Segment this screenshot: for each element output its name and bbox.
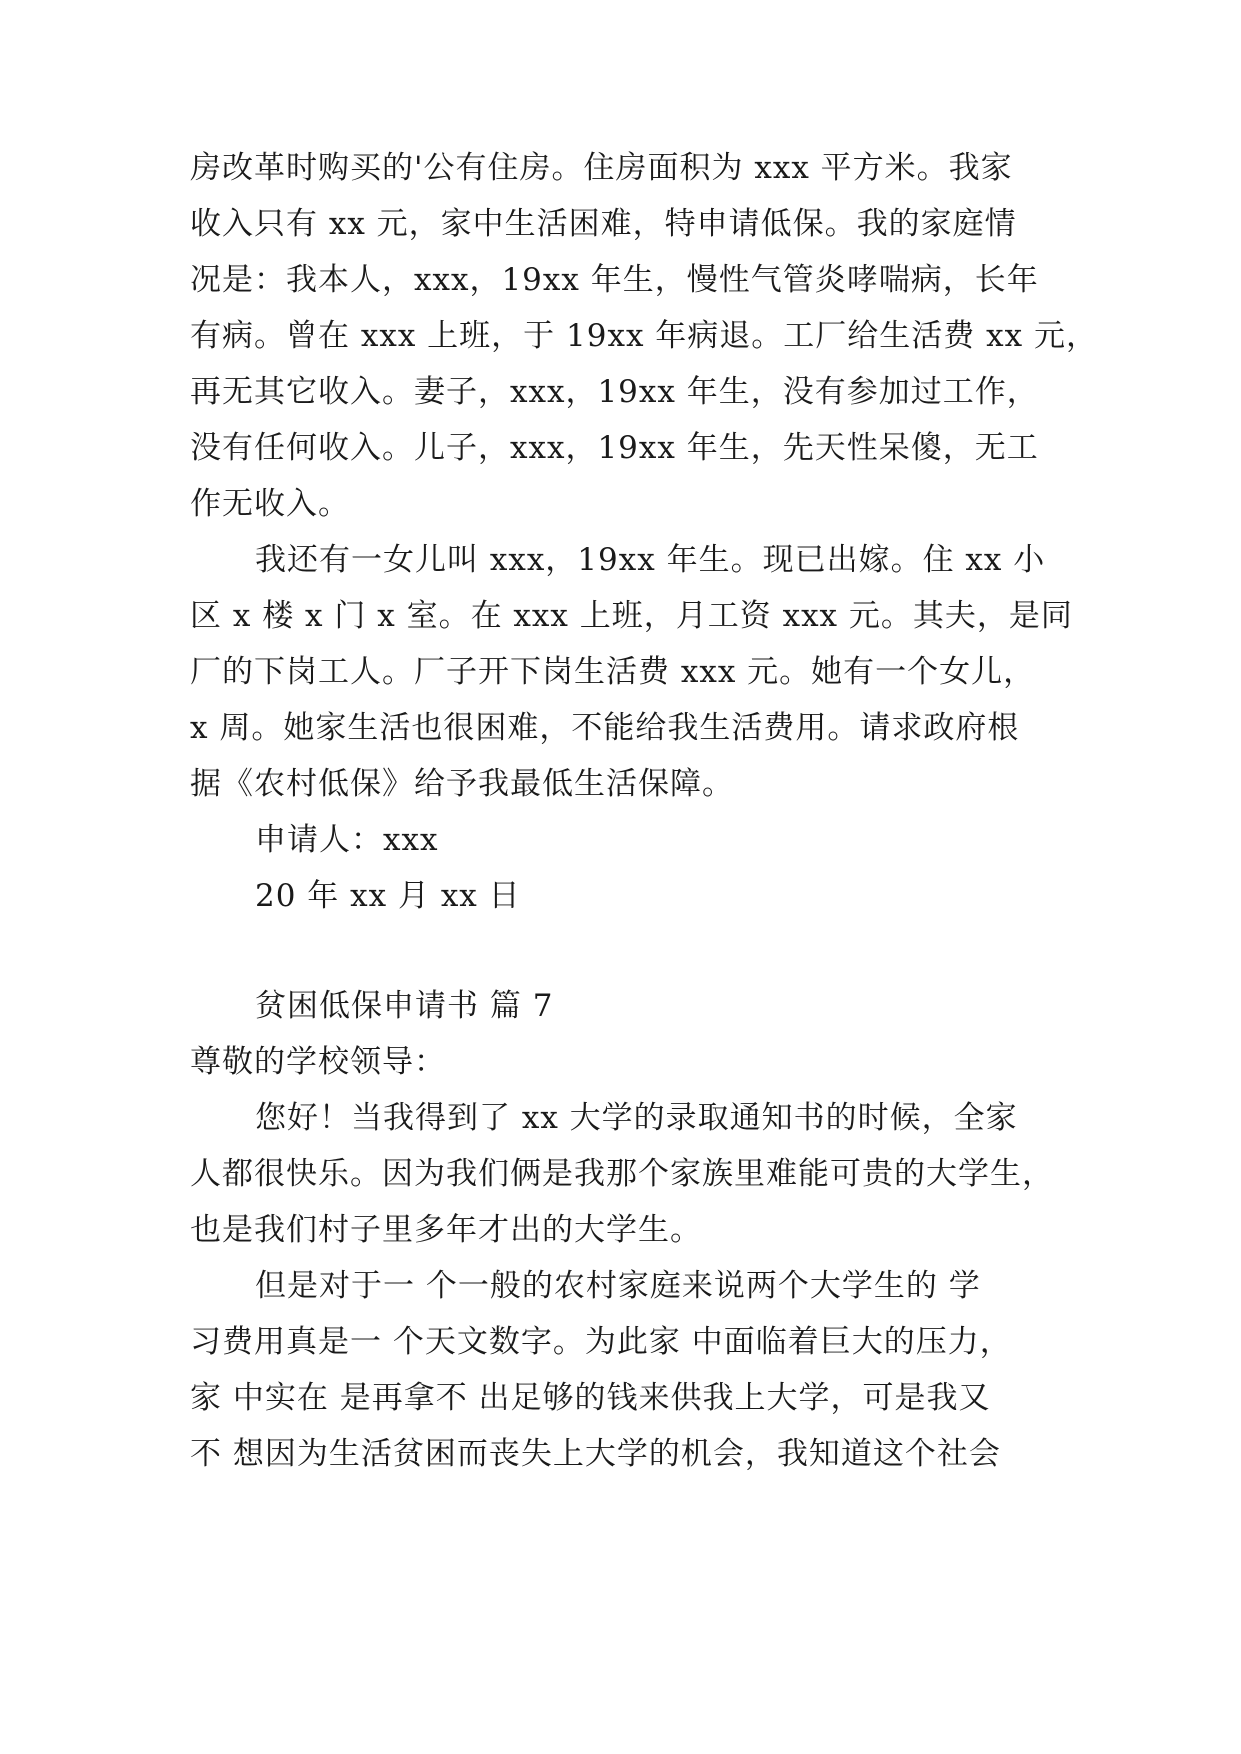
section-title: 贫困低保申请书 篇 7 [255, 988, 554, 1024]
text-line: 房改革时购买的'公有住房。住房面积为 xxx 平方米。我家 [190, 150, 1013, 186]
text-line: 但是对于一 个一般的农村家庭来说两个大学生的 学 [255, 1268, 981, 1304]
text-line: 厂的下岗工人。厂子开下岗生活费 xxx 元。她有一个女儿， [190, 654, 1036, 690]
text-line: 况是：我本人，xxx，19xx 年生，慢性气管炎哮喘病，长年 [190, 262, 1039, 298]
text-line: 也是我们村子里多年才出的大学生。 [190, 1212, 702, 1248]
text-line: 家 中实在 是再拿不 出足够的钱来供我上大学，可是我又 [190, 1380, 991, 1416]
text-line: 有病。曾在 xxx 上班，于 19xx 年病退。工厂给生活费 xx 元， [190, 318, 1098, 354]
text-line: 作无收入。 [190, 486, 350, 522]
text-line: 区 x 楼 x 门 x 室。在 xxx 上班，月工资 xxx 元。其夫，是同 [190, 598, 1073, 634]
text-line: x 周。她家生活也很困难，不能给我生活费用。请求政府根 [190, 710, 1020, 746]
text-line: 没有任何收入。儿子，xxx，19xx 年生，先天性呆傻，无工 [190, 430, 1039, 466]
text-line: 我还有一女儿叫 xxx，19xx 年生。现已出嫁。住 xx 小 [255, 542, 1046, 578]
application-date: 20 年 xx 月 xx 日 [255, 878, 521, 914]
text-line: 收入只有 xx 元，家中生活困难，特申请低保。我的家庭情 [190, 206, 1017, 242]
text-line: 据《农村低保》给予我最低生活保障。 [190, 766, 734, 802]
text-line: 您好！当我得到了 xx 大学的录取通知书的时候，全家 [255, 1100, 1018, 1136]
text-line: 不 想因为生活贫困而丧失上大学的机会，我知道这个社会 [190, 1436, 1001, 1472]
text-line: 习费用真是一 个天文数字。为此家 中面临着巨大的压力， [190, 1324, 1012, 1360]
salutation: 尊敬的学校领导： [190, 1044, 446, 1080]
text-line: 人都很快乐。因为我们俩是我那个家族里难能可贵的大学生， [190, 1156, 1054, 1192]
applicant-signature: 申请人：xxx [255, 822, 439, 858]
text-line: 再无其它收入。妻子，xxx，19xx 年生，没有参加过工作， [190, 374, 1039, 410]
